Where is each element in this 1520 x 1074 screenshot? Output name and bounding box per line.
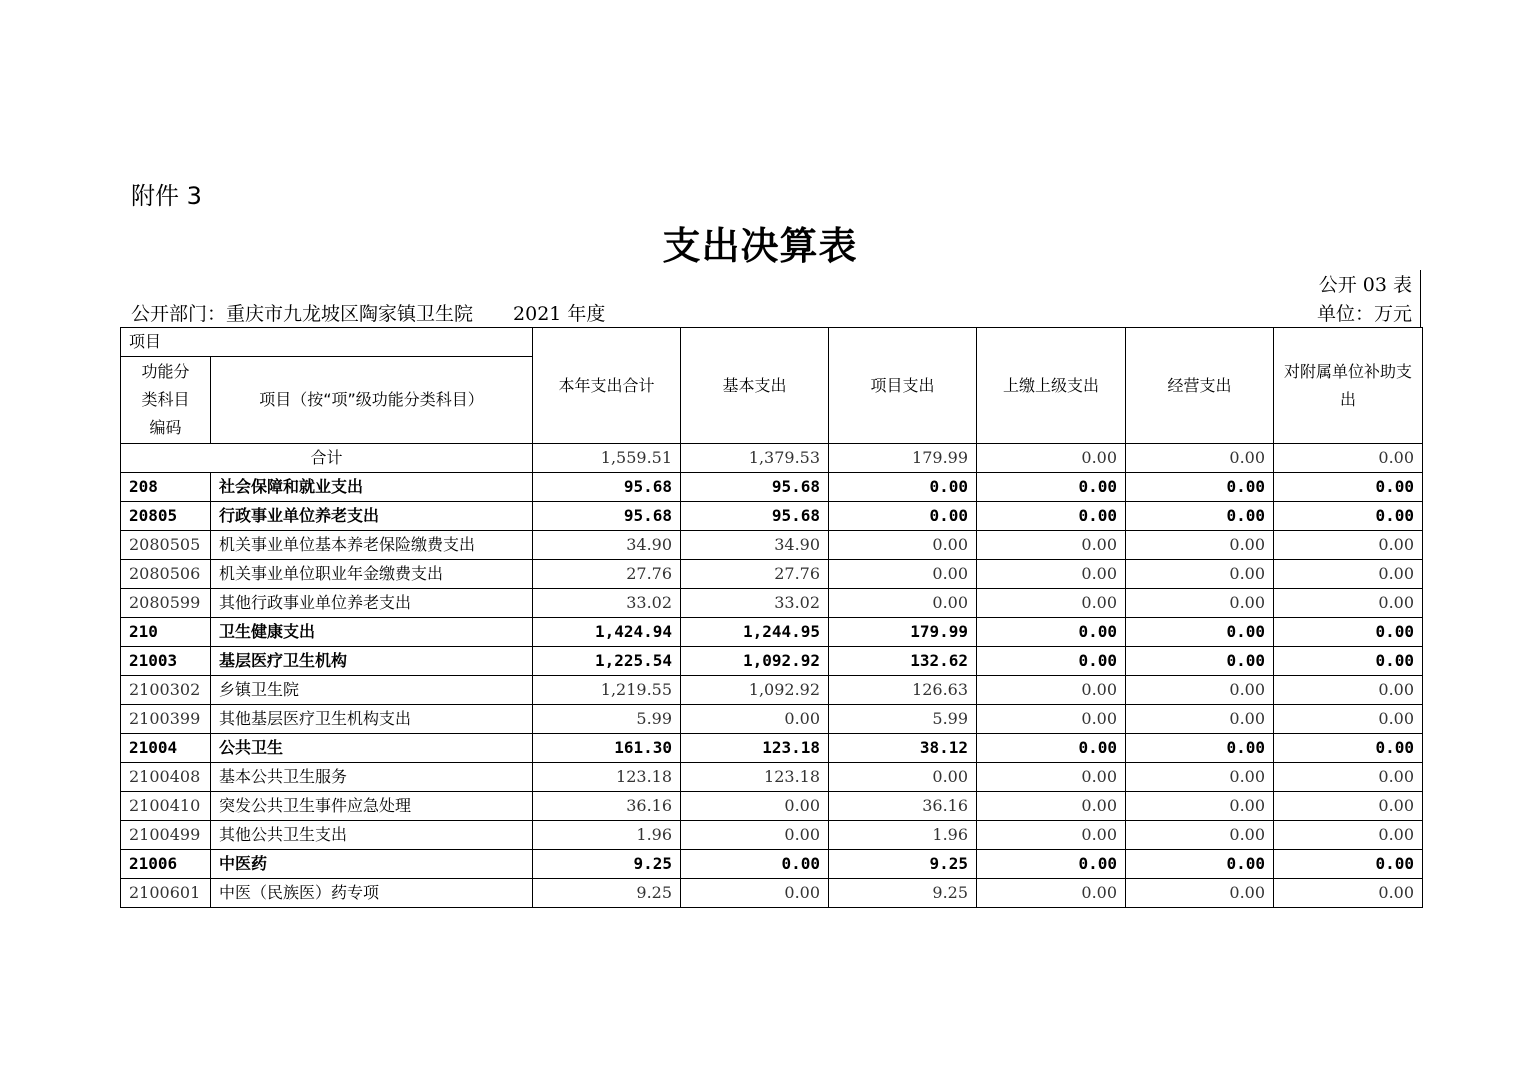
- table-row: [121, 560, 1423, 589]
- row-value: 0.00: [1274, 560, 1423, 589]
- row-name: 基层医疗卫生机构: [211, 647, 533, 676]
- row-value: 0.00: [1126, 792, 1274, 821]
- row-value: 0.00: [1274, 763, 1423, 792]
- row-name: 其他行政事业单位养老支出: [211, 589, 533, 618]
- row-value: 0.00: [1126, 647, 1274, 676]
- department-line: [131, 301, 605, 327]
- table-row: [121, 473, 1423, 502]
- total-value: 0.00: [1126, 444, 1274, 473]
- row-value: 0.00: [829, 502, 977, 531]
- row-value: 0.00: [1274, 502, 1423, 531]
- row-name: 中医药: [211, 850, 533, 879]
- row-value: 0.00: [977, 473, 1126, 502]
- row-name: 基本公共卫生服务: [211, 763, 533, 792]
- row-value: 36.16: [533, 792, 681, 821]
- row-value: 38.12: [829, 734, 977, 763]
- header-col-remit: 上缴上级支出: [977, 328, 1126, 444]
- row-value: 0.00: [1126, 879, 1274, 908]
- row-value: 0.00: [1274, 821, 1423, 850]
- header-item: 项目: [121, 328, 533, 357]
- row-value: 0.00: [681, 792, 829, 821]
- row-value: 95.68: [533, 473, 681, 502]
- row-value: 0.00: [977, 879, 1126, 908]
- total-value: 1,559.51: [533, 444, 681, 473]
- row-value: 1,424.94: [533, 618, 681, 647]
- row-value: 0.00: [1126, 763, 1274, 792]
- row-code: 2080506: [121, 560, 211, 589]
- table-row: [121, 502, 1423, 531]
- header-func-code: 功能分类科目编码: [121, 357, 211, 444]
- row-value: 0.00: [1274, 879, 1423, 908]
- row-value: 0.00: [977, 531, 1126, 560]
- row-name: 乡镇卫生院: [211, 676, 533, 705]
- table-row: [121, 647, 1423, 676]
- row-value: 0.00: [1126, 734, 1274, 763]
- row-code: 2080505: [121, 531, 211, 560]
- row-code: 2100399: [121, 705, 211, 734]
- table-row: [121, 763, 1423, 792]
- row-value: 132.62: [829, 647, 977, 676]
- table-row: [121, 676, 1423, 705]
- header-col-operating: 经营支出: [1126, 328, 1274, 444]
- row-value: 27.76: [681, 560, 829, 589]
- row-name: 社会保障和就业支出: [211, 473, 533, 502]
- table-row: [121, 705, 1423, 734]
- row-value: 0.00: [977, 792, 1126, 821]
- row-value: 126.63: [829, 676, 977, 705]
- table-row: [121, 589, 1423, 618]
- row-name: 机关事业单位基本养老保险缴费支出: [211, 531, 533, 560]
- row-name: 突发公共卫生事件应急处理: [211, 792, 533, 821]
- row-value: 95.68: [681, 473, 829, 502]
- row-value: 0.00: [1274, 589, 1423, 618]
- row-value: 95.68: [533, 502, 681, 531]
- row-value: 0.00: [977, 705, 1126, 734]
- row-value: 33.02: [533, 589, 681, 618]
- row-value: 161.30: [533, 734, 681, 763]
- row-name: 中医（民族医）药专项: [211, 879, 533, 908]
- row-value: 0.00: [829, 589, 977, 618]
- row-value: 0.00: [977, 734, 1126, 763]
- row-value: 1,225.54: [533, 647, 681, 676]
- row-value: 0.00: [1274, 647, 1423, 676]
- row-value: 1,092.92: [681, 676, 829, 705]
- row-value: 0.00: [977, 821, 1126, 850]
- row-code: 20805: [121, 502, 211, 531]
- row-value: 0.00: [977, 560, 1126, 589]
- row-value: 0.00: [1274, 618, 1423, 647]
- row-value: 33.02: [681, 589, 829, 618]
- row-value: 123.18: [681, 734, 829, 763]
- table-row: [121, 618, 1423, 647]
- row-value: 5.99: [829, 705, 977, 734]
- row-code: 2080599: [121, 589, 211, 618]
- right-border-line: [1420, 270, 1421, 328]
- row-value: 1.96: [829, 821, 977, 850]
- row-value: 179.99: [829, 618, 977, 647]
- row-name: 机关事业单位职业年金缴费支出: [211, 560, 533, 589]
- header-col-basic: 基本支出: [681, 328, 829, 444]
- table-row: [121, 734, 1423, 763]
- row-value: 0.00: [977, 618, 1126, 647]
- row-value: 0.00: [1126, 473, 1274, 502]
- row-value: 95.68: [681, 502, 829, 531]
- row-value: 0.00: [829, 531, 977, 560]
- row-name: 其他公共卫生支出: [211, 821, 533, 850]
- row-name: 卫生健康支出: [211, 618, 533, 647]
- row-value: 5.99: [533, 705, 681, 734]
- row-value: 0.00: [1126, 589, 1274, 618]
- table-row: [121, 531, 1423, 560]
- row-value: 0.00: [977, 763, 1126, 792]
- row-value: 0.00: [829, 473, 977, 502]
- row-name: 公共卫生: [211, 734, 533, 763]
- row-value: 27.76: [533, 560, 681, 589]
- row-value: 0.00: [681, 821, 829, 850]
- row-value: 34.90: [533, 531, 681, 560]
- total-value: 179.99: [829, 444, 977, 473]
- department-name: 公开部门：重庆市九龙坡区陶家镇卫生院: [131, 303, 474, 325]
- row-value: 9.25: [829, 879, 977, 908]
- unit-label: 单位：万元: [1316, 303, 1412, 325]
- row-code: 2100302: [121, 676, 211, 705]
- header-col-project: 项目支出: [829, 328, 977, 444]
- row-code: 2100601: [121, 879, 211, 908]
- row-value: 0.00: [1274, 850, 1423, 879]
- row-value: 9.25: [533, 879, 681, 908]
- header-item-name: 项目（按“项”级功能分类科目）: [211, 357, 533, 444]
- row-value: 0.00: [1274, 676, 1423, 705]
- table-row: [121, 792, 1423, 821]
- row-value: 1,244.95: [681, 618, 829, 647]
- row-value: 0.00: [977, 647, 1126, 676]
- row-value: 0.00: [1274, 734, 1423, 763]
- row-name: 其他基层医疗卫生机构支出: [211, 705, 533, 734]
- total-label: 合计: [121, 444, 533, 473]
- row-name: 行政事业单位养老支出: [211, 502, 533, 531]
- row-value: 0.00: [829, 560, 977, 589]
- row-value: 0.00: [681, 850, 829, 879]
- table-row: [121, 850, 1423, 879]
- row-value: 0.00: [1126, 531, 1274, 560]
- row-value: 0.00: [1274, 705, 1423, 734]
- row-code: 208: [121, 473, 211, 502]
- row-code: 2100410: [121, 792, 211, 821]
- header-col-total: 本年支出合计: [533, 328, 681, 444]
- row-value: 9.25: [533, 850, 681, 879]
- table-row: [121, 879, 1423, 908]
- row-value: 0.00: [829, 763, 977, 792]
- fiscal-year: 2021 年度: [513, 303, 606, 325]
- row-value: 0.00: [977, 502, 1126, 531]
- form-number: 公开 03 表: [1318, 274, 1412, 296]
- expenditure-table: [120, 327, 1423, 908]
- row-value: 0.00: [1126, 618, 1274, 647]
- row-value: 123.18: [681, 763, 829, 792]
- total-value: 0.00: [1274, 444, 1423, 473]
- row-value: 0.00: [1274, 792, 1423, 821]
- row-value: 1,219.55: [533, 676, 681, 705]
- row-value: 0.00: [1274, 473, 1423, 502]
- page-title: 支出决算表: [662, 223, 858, 268]
- table-body: [121, 444, 1423, 908]
- row-value: 0.00: [1126, 560, 1274, 589]
- header-col-subsidy: 对附属单位补助支出: [1274, 328, 1423, 444]
- row-code: 210: [121, 618, 211, 647]
- table-row: [121, 821, 1423, 850]
- row-value: 36.16: [829, 792, 977, 821]
- row-code: 21004: [121, 734, 211, 763]
- row-value: 0.00: [977, 676, 1126, 705]
- row-value: 1.96: [533, 821, 681, 850]
- total-value: 1,379.53: [681, 444, 829, 473]
- row-value: 0.00: [977, 850, 1126, 879]
- total-row: [121, 444, 1423, 473]
- row-code: 2100499: [121, 821, 211, 850]
- row-value: 9.25: [829, 850, 977, 879]
- total-value: 0.00: [977, 444, 1126, 473]
- row-code: 21006: [121, 850, 211, 879]
- row-value: 123.18: [533, 763, 681, 792]
- row-value: 0.00: [681, 879, 829, 908]
- row-value: 0.00: [1126, 676, 1274, 705]
- row-value: 0.00: [1274, 531, 1423, 560]
- row-value: 0.00: [977, 589, 1126, 618]
- row-value: 0.00: [1126, 821, 1274, 850]
- row-code: 21003: [121, 647, 211, 676]
- row-value: 34.90: [681, 531, 829, 560]
- row-code: 2100408: [121, 763, 211, 792]
- row-value: 0.00: [681, 705, 829, 734]
- attachment-label: 附件 3: [131, 182, 202, 210]
- row-value: 1,092.92: [681, 647, 829, 676]
- row-value: 0.00: [1126, 705, 1274, 734]
- row-value: 0.00: [1126, 502, 1274, 531]
- row-value: 0.00: [1126, 850, 1274, 879]
